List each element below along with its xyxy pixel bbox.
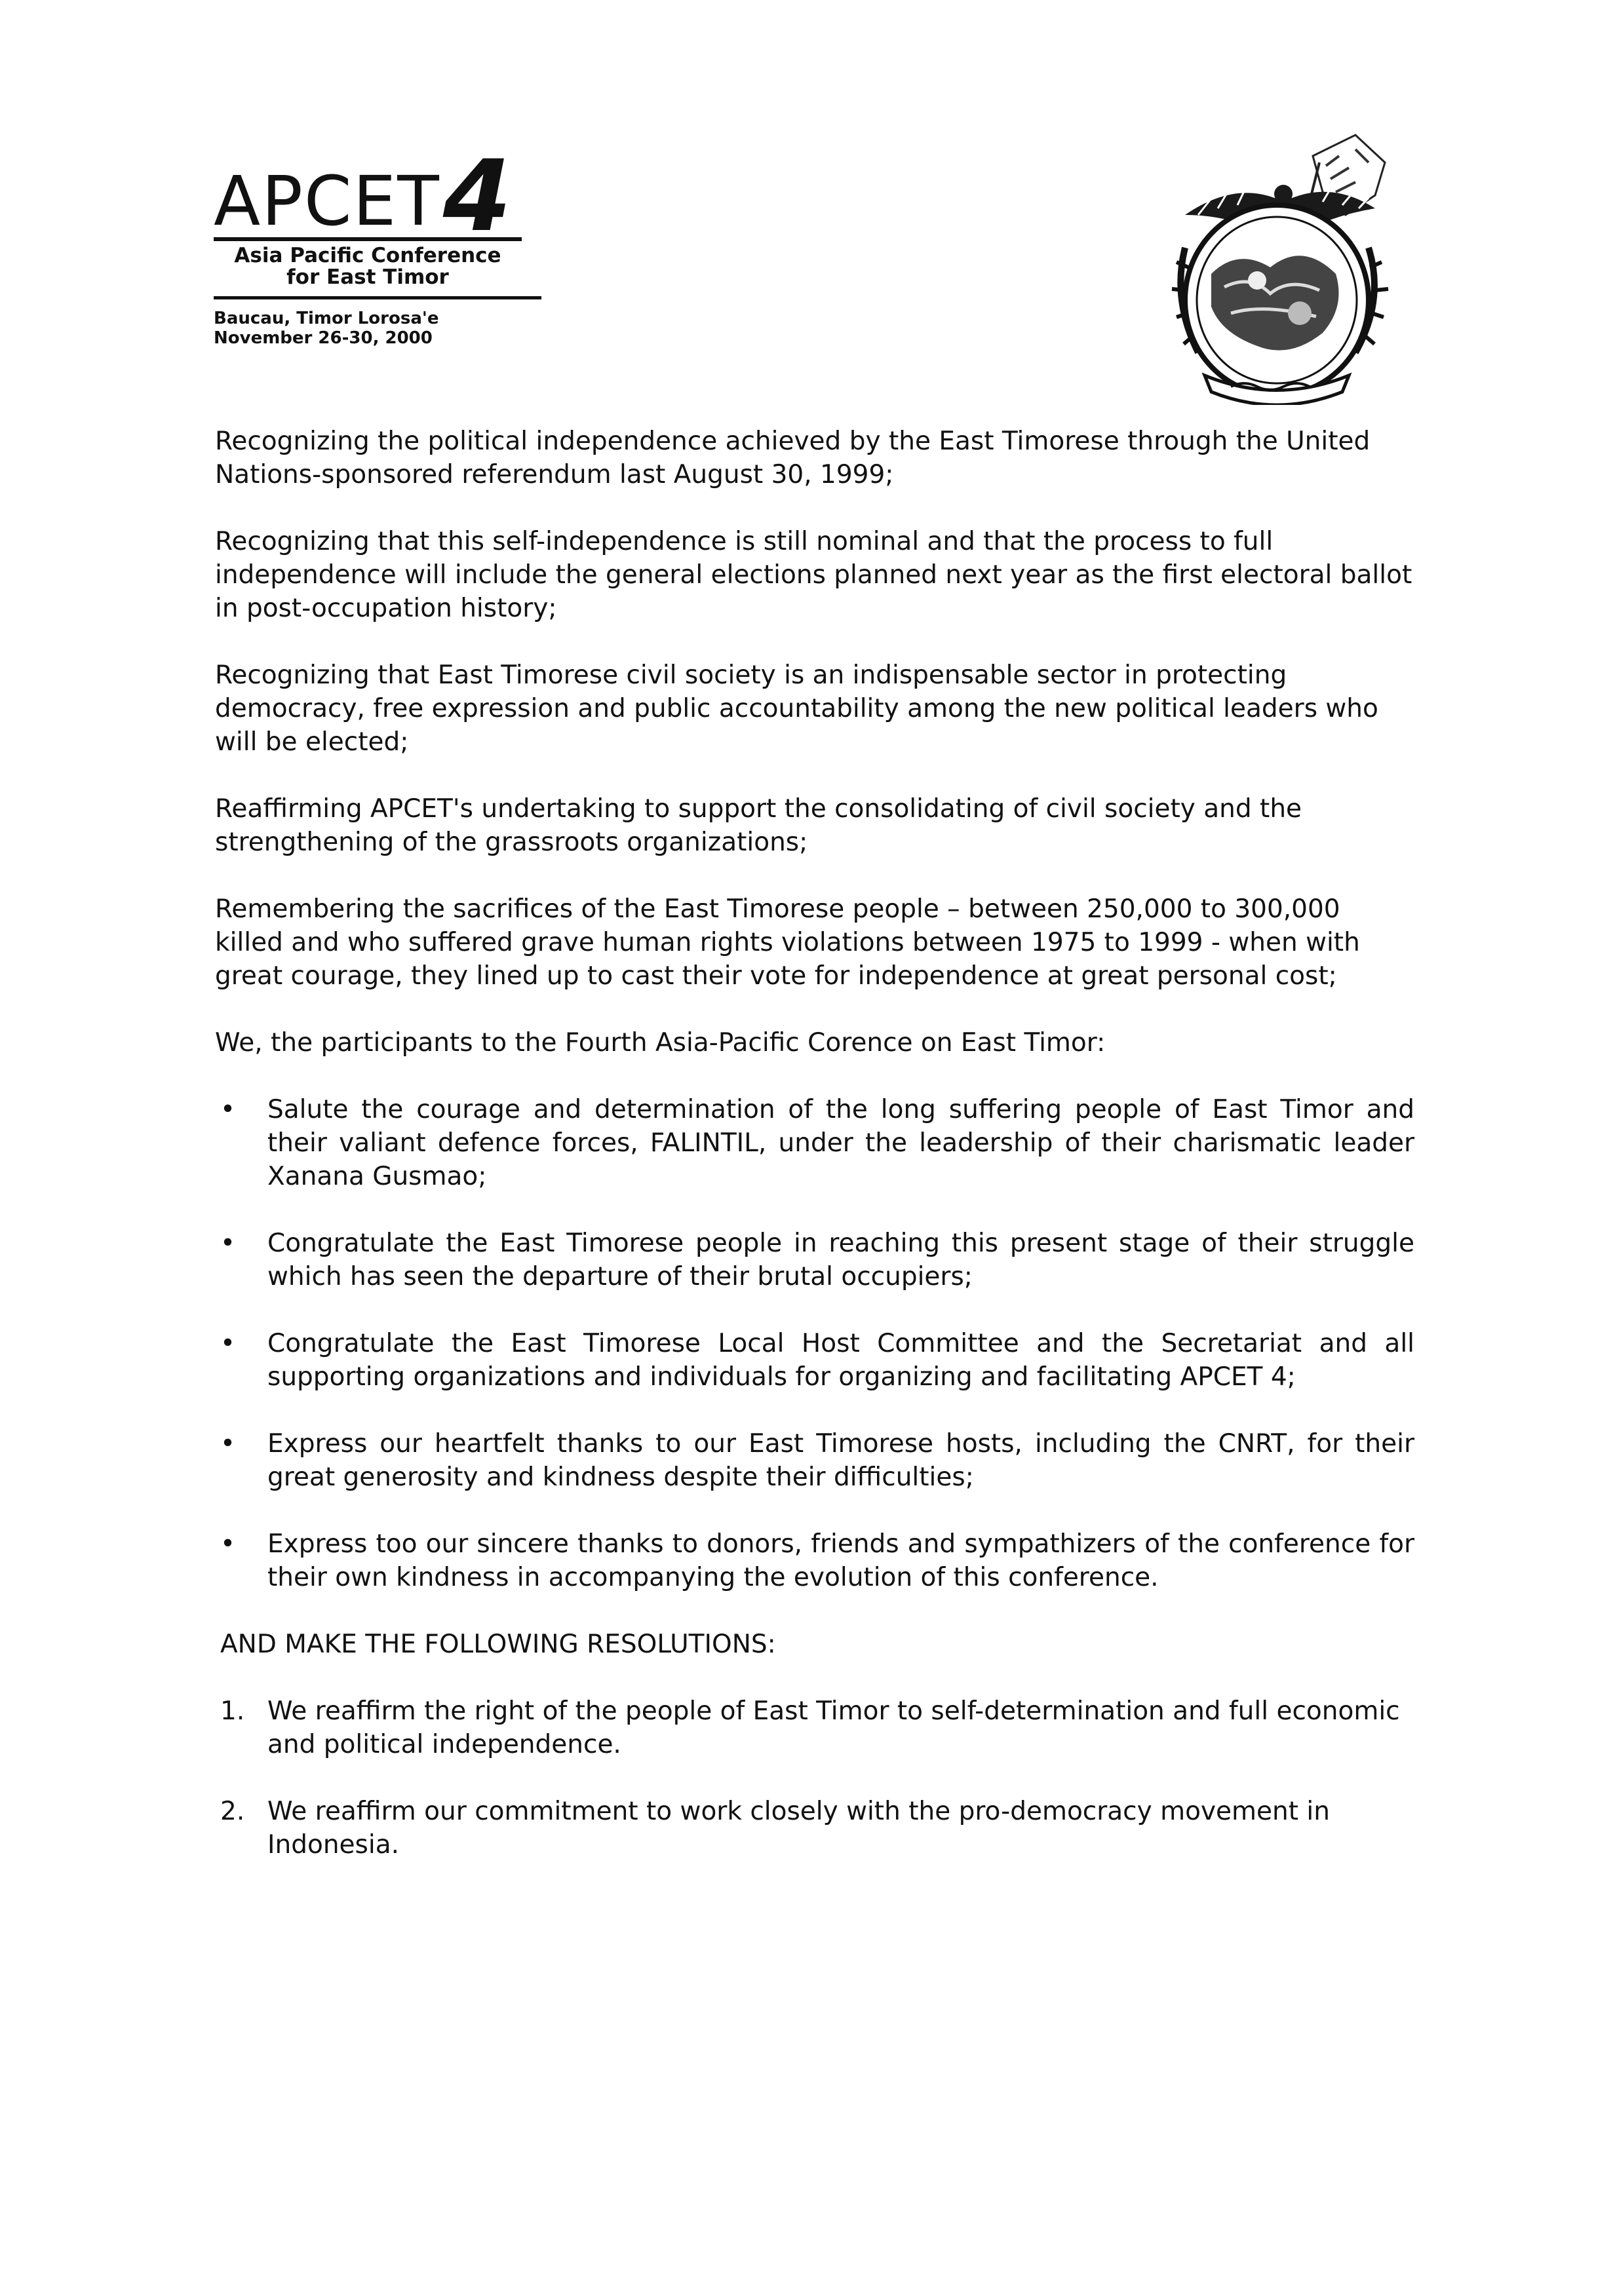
logo-wordmark <box>214 140 555 254</box>
bullet-icon: • <box>220 1529 236 1559</box>
preamble-paragraph: Recognizing the political independence achieved by the East Timorese through the United Nations-sponsored referendum last August 30, 1999; <box>215 427 1371 489</box>
resolution-number: 2. <box>220 1797 245 1826</box>
salutations-list <box>215 1093 1414 1594</box>
resolution-text: We reaffirm our commitment to work closely with the pro-democracy movement in Indonesia. <box>267 1797 1330 1860</box>
resolution-text: We reaffirm the right of the people of East Timor to self-determination and full economic and political independence. <box>267 1696 1400 1759</box>
resolution-item <box>215 1795 1414 1862</box>
list-item <box>215 1227 1414 1293</box>
bullet-icon: • <box>220 1229 236 1258</box>
logo-word: APCET <box>214 161 440 241</box>
resolution-number: 1. <box>220 1696 245 1726</box>
list-item-text: Express our heartfelt thanks to our East Timorese hosts, including the CNRT, for their great generosity and kindness despite their difficulties; <box>267 1429 1414 1492</box>
logo-subtitle-line2: for East Timor <box>286 265 449 289</box>
apcet-logo <box>214 140 555 348</box>
list-item <box>215 1427 1414 1494</box>
bullet-icon: • <box>220 1329 236 1358</box>
participants-statement: We, the participants to the Fourth Asia-Pacific Corence on East Timor: <box>215 1028 1106 1058</box>
resolution-item <box>215 1694 1414 1761</box>
logo-subtitle-line1: Asia Pacific Conference <box>234 244 501 267</box>
logo-rule-lower <box>214 296 541 299</box>
preamble-paragraph: Reaffirming APCET's undertaking to support the consolidating of civil society and the strengthening of the grassroots organizations; <box>215 794 1302 857</box>
bullet-icon: • <box>220 1095 236 1124</box>
list-item <box>215 1093 1414 1193</box>
list-item-text: Congratulate the East Timorese Local Host Committee and the Secretariat and all supporting organizations and individuals for organizing and facilitating APCET 4; <box>267 1329 1414 1392</box>
conference-place-date <box>214 309 555 348</box>
list-item <box>215 1527 1414 1594</box>
preamble-paragraph: Recognizing that this self-independence is still nominal and that the process to full independence will include the general elections planned next year as the first electoral ballot in post-occupation history; <box>215 527 1412 623</box>
preamble-paragraph: Remembering the sacrifices of the East Timorese people – between 250,000 to 300,000 killed and who suffered grave human rights violations between 1975 to 1999 - when with great courage, they lined up to cast their vote for independence at great personal cost; <box>215 894 1360 991</box>
resolutions-list <box>215 1694 1414 1862</box>
conference-location: Baucau, Timor Lorosa'e <box>214 309 439 328</box>
list-item <box>215 1327 1414 1394</box>
conference-dates: November 26-30, 2000 <box>214 328 433 348</box>
bullet-icon: • <box>220 1429 236 1459</box>
logo-subtitle <box>214 245 522 288</box>
list-item-text: Congratulate the East Timorese people in reaching this present stage of their struggle which has seen the departure of their brutal occupiers; <box>267 1229 1414 1292</box>
resolution-body <box>215 425 1414 1895</box>
resolutions-heading: AND MAKE THE FOLLOWING RESOLUTIONS: <box>220 1630 776 1659</box>
preamble-paragraph: Recognizing that East Timorese civil society is an indispensable sector in protecting democracy, free expression and public accountability among the new political leaders who will be elected; <box>215 660 1378 757</box>
logo-number: 4 <box>442 140 513 254</box>
list-item-text: Salute the courage and determination of the long suffering people of East Timor and their valiant defence forces, FALINTIL, under the leadership of their charismatic leader Xanana Gusmao; <box>267 1095 1414 1191</box>
list-item-text: Express too our sincere thanks to donors, friends and sympathizers of the conference for their own kindness in accompanying the evolution of this conference. <box>267 1529 1414 1592</box>
conference-emblem-icon <box>1159 117 1408 405</box>
